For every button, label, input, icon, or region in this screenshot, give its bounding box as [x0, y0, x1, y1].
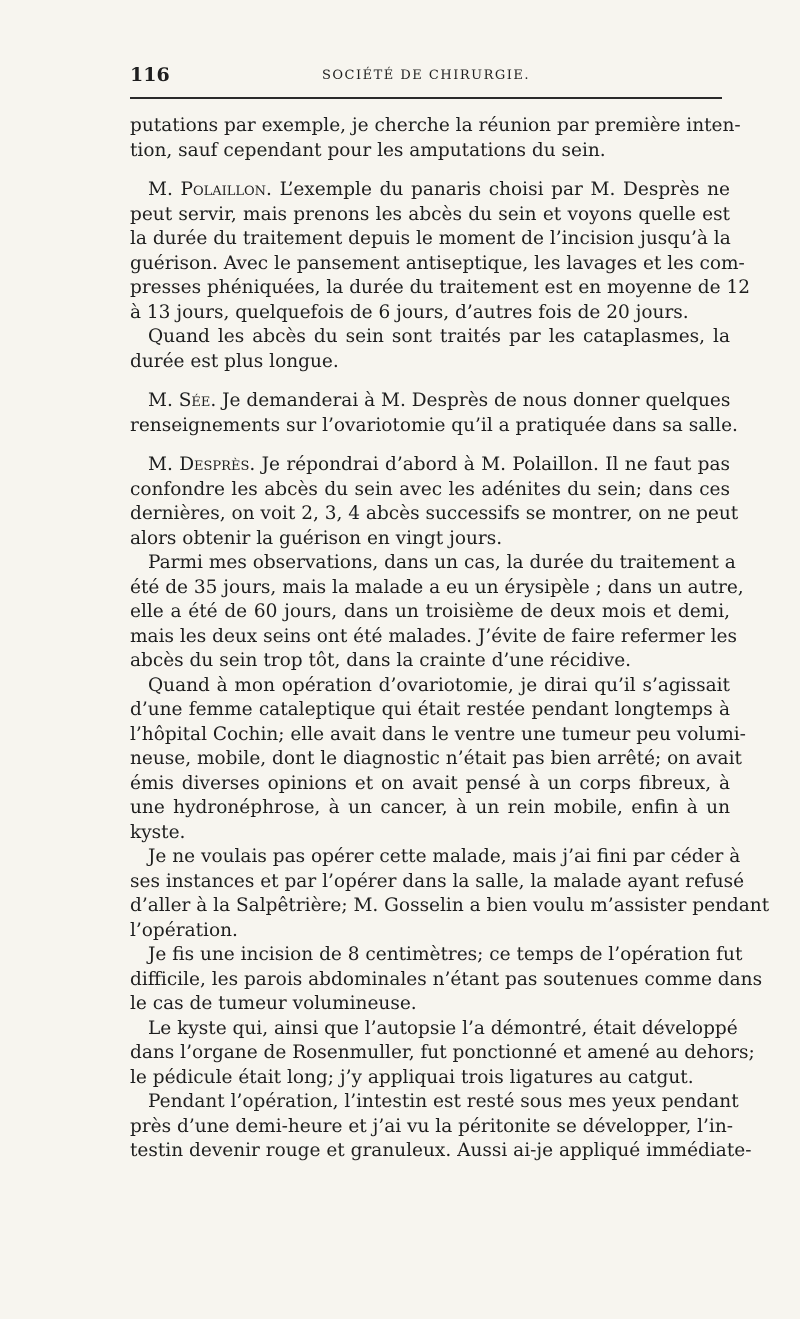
text-line: neuse, mobile, dont le diagnostic n’était pas bien arrêté; on avait [130, 748, 742, 769]
text-line: le cas de tumeur volumineuse. [130, 993, 417, 1014]
text-line: émis diverses opinions et on avait pensé à un corps fibreux, à [130, 772, 730, 794]
text-line: difficile, les parois abdominales n’étant pas soutenues comme dans [130, 968, 763, 990]
text-line: M. Desprès. Je répondrai d’abord à M. Polaillon. Il ne faut pas [148, 454, 730, 475]
page-header [130, 64, 722, 90]
text-line: kyste. [130, 821, 186, 843]
text-line: été de 35 jours, mais la malade a eu un érysipèle ; dans un autre, [130, 576, 744, 598]
text-line: renseignements sur l’ovariotomie qu’il a pratiquée dans sa salle. [130, 414, 738, 436]
running-title: SOCIÉTÉ DE CHIRURGIE. [321, 68, 531, 83]
speaker-name: M. Polaillon. [148, 179, 272, 200]
text-line: à 13 jours, quelquefois de 6 jours, d’autres fois de 20 jours. [130, 301, 689, 323]
text-line: M. Polaillon. L’exemple du panaris choisi par M. Desprès ne [148, 179, 730, 200]
text-line: d’aller à la Salpêtrière; M. Gosselin a bien voulu m’assister pendant [130, 895, 770, 916]
text-line: dans l’organe de Rosenmuller, fut ponctionné et amené au dehors; [130, 1042, 755, 1063]
text-line: Le kyste qui, ainsi que l’autopsie l’a démontré, était développé [148, 1017, 738, 1039]
speaker-name: M. Desprès. [148, 454, 256, 475]
speaker-name: M. Sée. [148, 390, 217, 411]
text-line: peut servir, mais prenons les abcès du sein et voyons quelle est [130, 203, 730, 225]
text-line: abcès du sein trop tôt, dans la crainte d’une récidive. [130, 650, 632, 671]
text-line: mais les deux seins ont été malades. J’évite de faire refermer les [130, 625, 737, 647]
paragraph [130, 114, 741, 163]
header-rule [130, 97, 722, 99]
text-line: elle a été de 60 jours, dans un troisième de deux mois et demi, [130, 601, 730, 622]
text-line: la durée du traitement depuis le moment de l’incision jusqu’à la [130, 228, 731, 249]
text-line: près d’une demi-heure et j’ai vu la péritonite se développer, l’in- [130, 1115, 733, 1137]
text-line: Quand à mon opération d’ovariotomie, je dirai qu’il s’agissait [148, 674, 730, 696]
paragraph-despres [130, 453, 770, 1164]
text-line: le pédicule était long; j’y appliquai trois ligatures au catgut. [130, 1066, 694, 1088]
text-line: l’hôpital Cochin; elle avait dans le ventre une tumeur peu volumi- [130, 723, 746, 745]
paragraph-polaillon [130, 178, 751, 374]
text-line: M. Sée. Je demanderai à M. Desprès de nous donner quelques [148, 390, 731, 411]
text-line: ses instances et par l’opérer dans la salle, la malade ayant refusé [130, 870, 745, 892]
text-line: Quand les abcès du sein sont traités par les cataplasmes, la [148, 326, 730, 347]
text-line: Parmi mes observations, dans un cas, la durée du traitement a [148, 552, 736, 573]
text-line: Pendant l’opération, l’intestin est resté sous mes yeux pendant [148, 1091, 739, 1112]
text-line: Je fis une incision de 8 centimètres; ce temps de l’opération fut [148, 944, 743, 965]
text-line: l’opération. [130, 919, 238, 941]
text-line: Je ne voulais pas opérer cette malade, mais j’ai fini par céder à [148, 846, 741, 867]
text-line: tion, sauf cependant pour les amputations du sein. [130, 139, 606, 161]
text-line: durée est plus longue. [130, 350, 339, 372]
text-line: putations par exemple, je cherche la réunion par première inten- [130, 115, 741, 136]
page-body [130, 114, 770, 1164]
text-line: confondre les abcès du sein avec les adénites du sein; dans ces [130, 478, 730, 500]
text-line: dernières, on voit 2, 3, 4 abcès successifs se montrer, on ne peut [130, 503, 739, 524]
text-line: d’une femme cataleptique qui était restée pendant longtemps à [130, 699, 730, 720]
text-line: guérison. Avec le pansement antiseptique, les lavages et les com- [130, 252, 745, 274]
text-line: alors obtenir la guérison en vingt jours. [130, 527, 503, 549]
paragraph-see [130, 389, 738, 438]
text-line: une hydronéphrose, à un cancer, à un rein mobile, enfin à un [130, 797, 730, 818]
text-line: testin devenir rouge et granuleux. Aussi ai-je appliqué immédiate- [130, 1140, 752, 1161]
page-number: 116 [130, 64, 170, 86]
text-line: presses phéniquées, la durée du traitement est en moyenne de 12 [130, 277, 751, 298]
